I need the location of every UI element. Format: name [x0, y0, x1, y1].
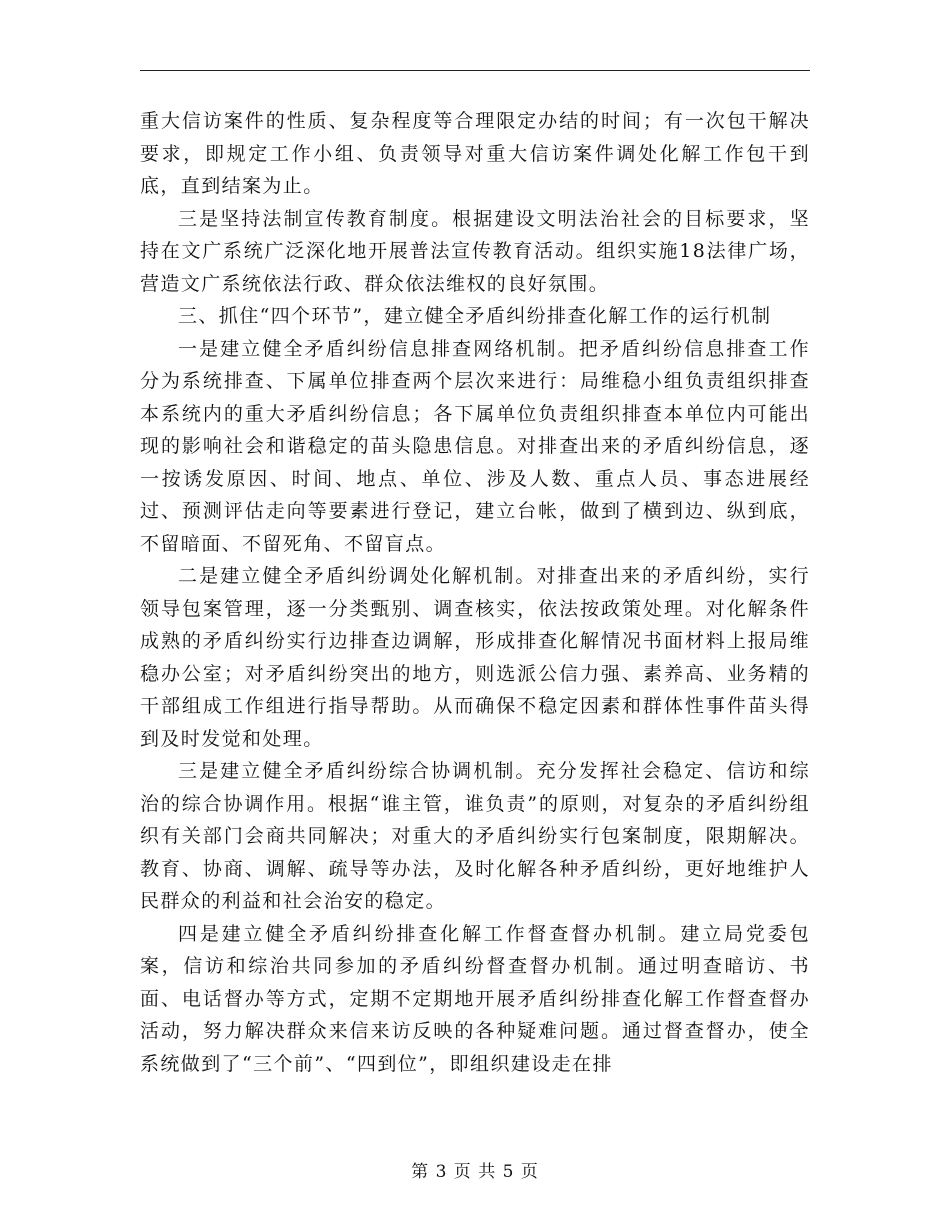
header-rule [140, 70, 810, 71]
section-heading: 三、抓住“四个环节”，建立健全矛盾纠纷排查化解工作的运行机制 [178, 305, 772, 327]
footer-prefix: 第 [411, 1162, 430, 1182]
paragraph-2: 三是坚持法制宣传教育制度。根据建设文明法治社会的目标要求，坚持在文广系统广泛深化地开展普法宣传教育活动。组织实施18法律广场，营造文广系统依法行政、群众依法维权的良好氛围。 [140, 207, 810, 295]
paragraph-5: 二是建立健全矛盾纠纷调处化解机制。对排查出来的矛盾纠纷，实行领导包案管理，逐一分类甄别、调查核实，依法按政策处理。对化解条件成熟的矛盾纠纷实行边排查边调解，形成排查化解情况书面材料上报局维稳办公室；对矛盾纠纷突出的地方，则选派公信力强、素养高、业务精的干部组成工作组进行指导帮助。从而确保不稳定因素和群体性事件苗头得到及时发觉和处理。 [140, 565, 810, 750]
footer-suffix: 页 [520, 1162, 539, 1182]
footer-current-page: 3 [435, 1162, 448, 1182]
page-footer [0, 1157, 950, 1182]
footer-middle: 页 共 [453, 1162, 497, 1182]
paragraph-1: 重大信访案件的性质、复杂程度等合理限定办结的时间；有一次包干解决要求，即规定工作小组、负责领导对重大信访案件调处化解工作包干到底，直到结案为止。 [140, 110, 810, 197]
paragraph-7: 四是建立健全矛盾纠纷排查化解工作督查督办机制。建立局党委包案，信访和综治共同参加的矛盾纠纷督查督办机制。通过明查暗访、书面、电话督办等方式，定期不定期地开展矛盾纠纷排查化解工作督查督办活动，努力解决群众来信来访反映的各种疑难问题。通过督查督办，使全系统做到了“三个前”、“四到位”，即组织建设走在排 [140, 922, 810, 1075]
footer-total-pages: 5 [502, 1162, 515, 1182]
paragraph-4: 一是建立健全矛盾纠纷信息排查网络机制。把矛盾纠纷信息排查工作分为系统排查、下属单位排查两个层次来进行：局维稳小组负责组织排查本系统内的重大矛盾纠纷信息；各下属单位负责组织排查本单位内可能出现的影响社会和谐稳定的苗头隐患信息。对排查出来的矛盾纠纷信息，逐一按诱发原因、时间、地点、单位、涉及人数、重点人员、事态进展经过、预测评估走向等要素进行登记，建立台帐，做到了横到边、纵到底，不留暗面、不留死角、不留盲点。 [140, 337, 810, 555]
paragraph-6: 三是建立健全矛盾纠纷综合协调机制。充分发挥社会稳定、信访和综治的综合协调作用。根据“谁主管，谁负责”的原则，对复杂的矛盾纠纷组织有关部门会商共同解决；对重大的矛盾纠纷实行包案制度，限期解决。教育、协商、调解、疏导等办法，及时化解各种矛盾纠纷，更好地维护人民群众的利益和社会治安的稳定。 [140, 760, 810, 912]
document-body [140, 105, 810, 1080]
